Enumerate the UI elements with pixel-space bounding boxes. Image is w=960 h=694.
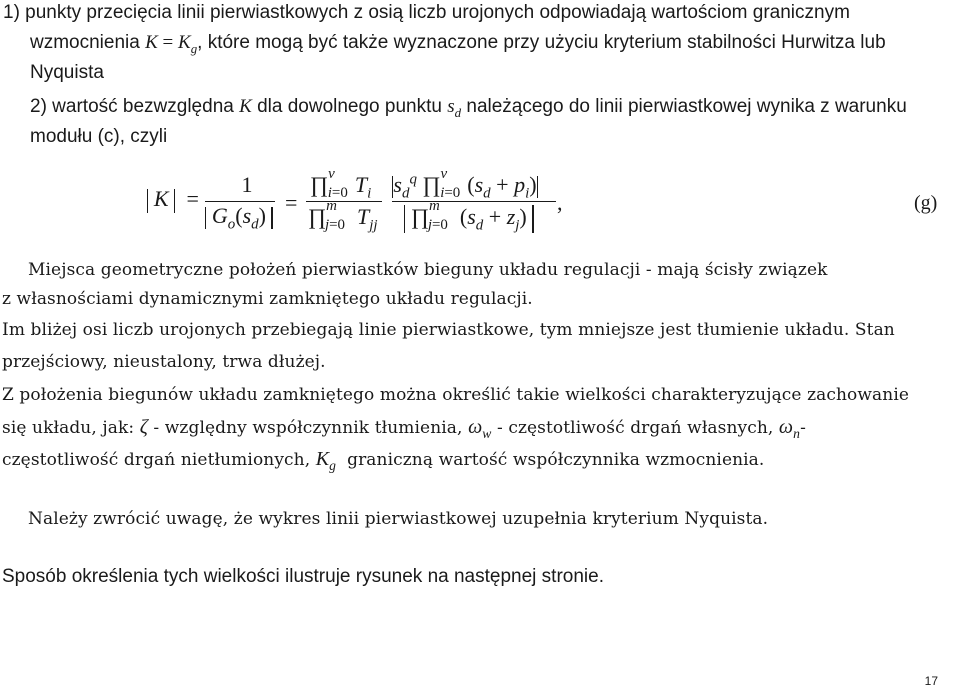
p2-symbol-k: K — [239, 96, 252, 117]
p3-line1: Miejsca geometryczne położeń pierwiastków bieguny układu regulacji - mają ścisły związek — [28, 260, 828, 280]
page-number: 17 — [924, 674, 938, 688]
eq-frac2-den: ∏$^m_{j=0}$ $T_{jj}$ — [308, 197, 378, 234]
eq-frac1-den: $G_o(s_d)$ — [205, 203, 273, 229]
p1-line2-text-b: , które mogą być także wyznaczone przy użyciu kryterium stabilności Hurwitza lub — [197, 32, 886, 53]
p1-symbol-kg: $K_g$ — [178, 32, 198, 56]
p7: Sposób określenia tych wielkości ilustruje rysunek na następnej stronie. — [2, 566, 604, 587]
p2-text-a: 2) wartość bezwzględna — [30, 96, 240, 117]
eq-label: (g) — [914, 192, 938, 214]
omega-n-symbol: $\omega_n$ — [778, 416, 801, 441]
zeta-symbol: ζ — [139, 416, 148, 438]
p5-text-d: - — [800, 418, 806, 438]
p5-line2 — [2, 416, 806, 439]
eq-frac3-bar — [392, 201, 556, 202]
p2-text-b: dla dowolnego punktu — [251, 96, 448, 117]
p2-text-c: należącego do linii pierwiastkowej wynika z warunku — [461, 96, 907, 117]
p1-line2 — [30, 32, 886, 54]
p1-line3: Nyquista — [30, 62, 104, 83]
p1-line1: 1) punkty przecięcia linii pierwiastkowych z osią liczb urojonych odpowiadają wartościom granicznym — [3, 2, 850, 23]
p1-line2-text-a: wzmocnienia — [30, 32, 146, 53]
eq-frac1-num: 1 — [241, 172, 253, 197]
p5-text-c: - częstotliwość drgań własnych, — [491, 418, 779, 438]
p5-text-e: częstotliwość drgań nietłumionych, — [2, 450, 316, 470]
eq-frac3-den: ∏$^m_{j=0}$ $(s_d + z_j)$ — [405, 197, 533, 234]
p1-symbol-k: K — [145, 32, 158, 53]
p5-text-a: się układu, jak: — [2, 418, 140, 438]
omega-w-symbol: $\omega_w$ — [468, 416, 492, 441]
p3-line2: z własnościami dynamicznymi zamkniętego układu regulacji. — [2, 289, 533, 309]
p2-line2: modułu (c), czyli — [30, 126, 168, 147]
p5-text-f: graniczną wartość współczynnika wzmocnienia. — [336, 450, 765, 470]
p4-line2: przejściowy, nieustalony, trwa dłużej. — [2, 352, 326, 372]
eq-equals-2: = — [285, 190, 298, 215]
p4-line1: Im bliżej osi liczb urojonych przebiegają linie pierwiastkowe, tym mniejsze jest tłumienie układu. Stan — [2, 320, 895, 340]
eq-frac2-num: ∏$^v_{i=0}$ $T_i$ — [310, 165, 372, 202]
eq-comma: , — [557, 190, 563, 215]
eq-abs-k: K = — [147, 186, 199, 213]
p2-line1 — [30, 96, 907, 118]
p5-line3 — [2, 448, 764, 471]
eq-frac3-num: $s_d^q$ ∏$^v_{i=0}$ $(s_d + p_i)$ — [393, 165, 537, 202]
p5-text-b: - względny współczynnik tłumienia, — [147, 418, 469, 438]
p2-symbol-sd: $s_d$ — [447, 96, 462, 120]
eq-frac2-bar — [306, 201, 382, 202]
p1-equals: = — [157, 32, 179, 53]
p6: Należy zwrócić uwagę, że wykres linii pierwiastkowej uzupełnia kryterium Nyquista. — [28, 509, 769, 529]
kg-symbol: $K_g$ — [315, 448, 337, 473]
p5-line1: Z położenia biegunów układu zamkniętego można określić takie wielkości charakteryzujące zachowanie — [2, 385, 910, 405]
